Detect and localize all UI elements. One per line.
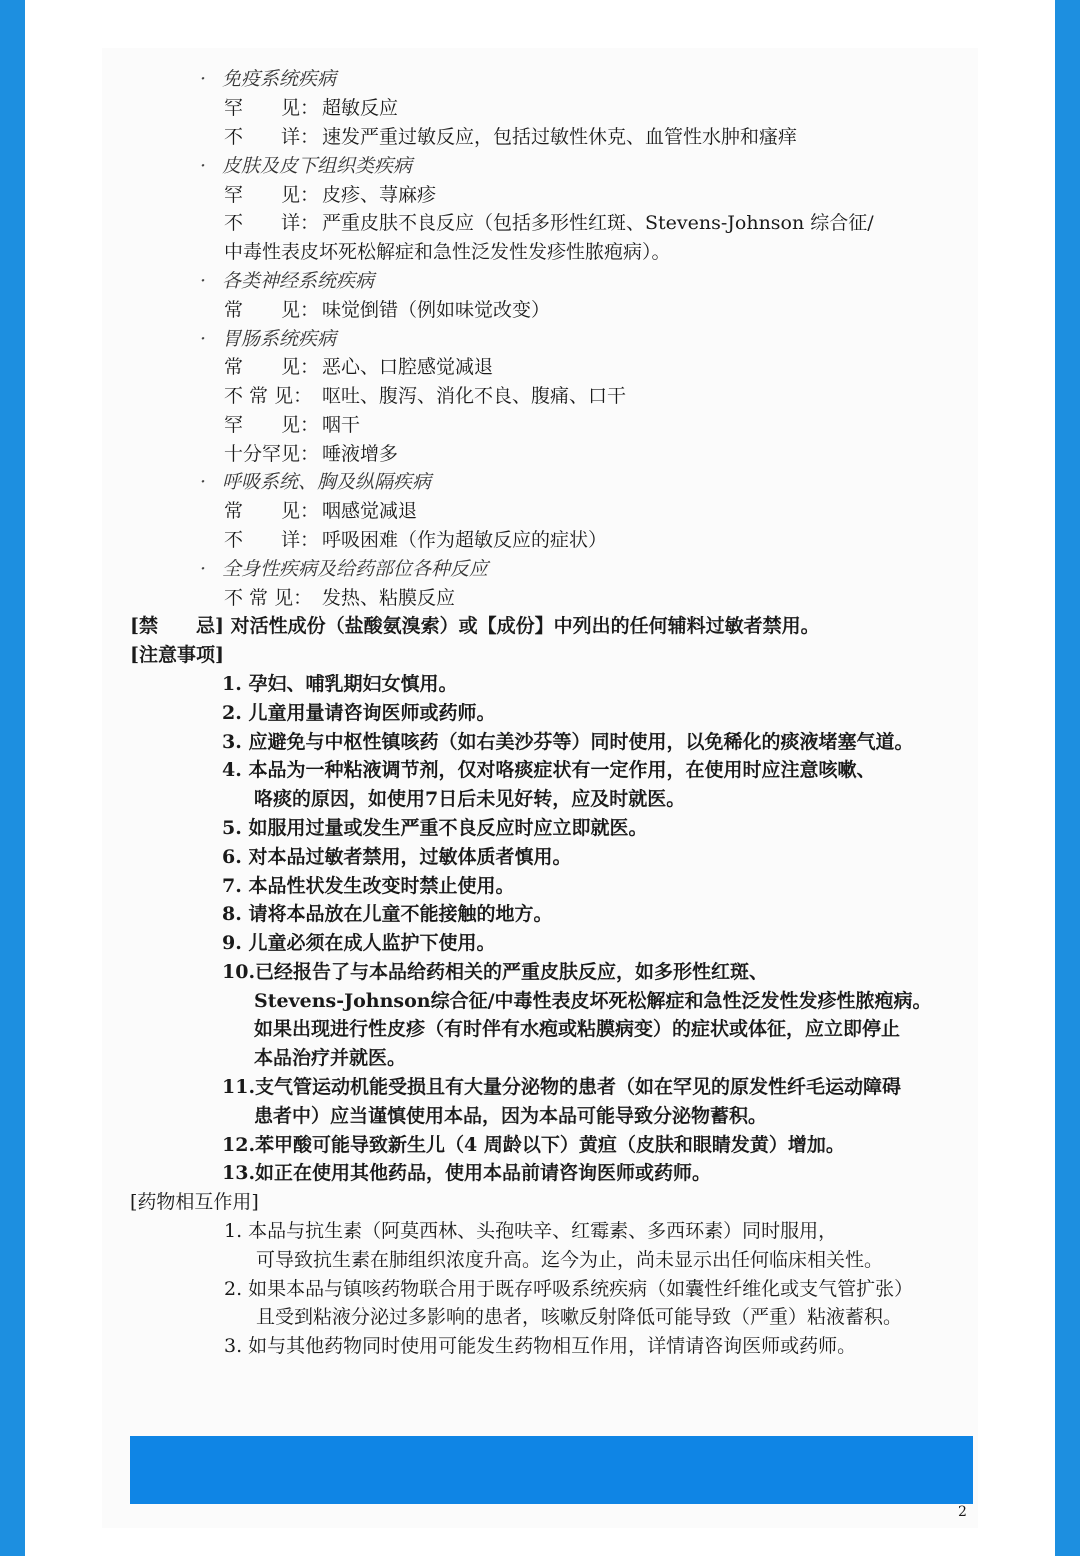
category-systemic: · 全身性疾病及给药部位各种反应 bbox=[200, 558, 489, 580]
reaction-row: 不 详： 严重皮肤不良反应（包括多形性红斑、Stevens-Johnson 综合征/ bbox=[224, 212, 874, 234]
precaution-item-continued: Stevens-Johnson综合征/中毒性表皮坏死松解症和急性泛发性发疹性脓疱病。 bbox=[254, 990, 932, 1012]
reaction-row: 罕 见： 皮疹、荨麻疹 bbox=[224, 184, 437, 206]
precaution-item: 6. 对本品过敏者禁用，过敏体质者慎用。 bbox=[222, 846, 572, 868]
precaution-item: 13.如正在使用其他药品，使用本品前请咨询医师或药师。 bbox=[222, 1162, 712, 1184]
interactions-title: [药物相互作用] bbox=[130, 1191, 259, 1213]
precaution-item: 10.已经报告了与本品给药相关的严重皮肤反应，如多形性红斑、 bbox=[222, 961, 769, 983]
reaction-row-continued: 中毒性表皮坏死松解症和急性泛发性发疹性脓疱病）。 bbox=[224, 241, 671, 263]
precaution-item: 3. 应避免与中枢性镇咳药（如右美沙芬等）同时使用，以免稀化的痰液堵塞气道。 bbox=[222, 731, 914, 753]
reaction-row: 不 详： 速发严重过敏反应，包括过敏性休克、血管性水肿和瘙痒 bbox=[224, 126, 798, 148]
reaction-row: 不 详： 呼吸困难（作为超敏反应的症状） bbox=[224, 529, 608, 551]
category-respiratory: · 呼吸系统、胸及纵隔疾病 bbox=[200, 471, 432, 493]
precaution-item: 7. 本品性状发生改变时禁止使用。 bbox=[222, 875, 515, 897]
precautions-title: [注意事项] bbox=[130, 644, 224, 666]
reaction-row: 罕 见： 咽干 bbox=[224, 414, 361, 436]
reaction-row: 不 常 见： 发热、粘膜反应 bbox=[224, 587, 456, 609]
category-immune: · 免疫系统疾病 bbox=[200, 68, 337, 90]
interaction-item-continued: 可导致抗生素在肺组织浓度升高。迄今为止，尚未显示出任何临床相关性。 bbox=[256, 1249, 884, 1271]
precaution-item-continued: 本品治疗并就医。 bbox=[254, 1047, 407, 1069]
category-skin: · 皮肤及皮下组织类疾病 bbox=[200, 155, 413, 177]
precaution-item: 2. 儿童用量请咨询医师或药师。 bbox=[222, 702, 496, 724]
precaution-item: 1. 孕妇、哺乳期妇女慎用。 bbox=[222, 673, 458, 695]
interaction-item: 2. 如果本品与镇咳药物联合用于既存呼吸系统疾病（如囊性纤维化或支气管扩张） bbox=[224, 1278, 914, 1300]
precaution-item: 11.支气管运动机能受损且有大量分泌物的患者（如在罕见的原发性纤毛运动障碍 bbox=[222, 1076, 902, 1098]
interaction-item: 1. 本品与抗生素（阿莫西林、头孢呋辛、红霉素、多西环素）同时服用， bbox=[224, 1220, 838, 1242]
precaution-item: 8. 请将本品放在儿童不能接触的地方。 bbox=[222, 903, 553, 925]
reaction-row: 罕 见： 超敏反应 bbox=[224, 97, 399, 119]
reaction-row: 不 常 见： 呕吐、腹泻、消化不良、腹痛、口干 bbox=[224, 385, 627, 407]
category-gi: · 胃肠系统疾病 bbox=[200, 328, 337, 350]
reaction-row: 常 见： 味觉倒错（例如味觉改变） bbox=[224, 299, 551, 321]
precaution-item: 9. 儿童必须在成人监护下使用。 bbox=[222, 932, 496, 954]
precaution-item-continued: 患者中）应当谨慎使用本品，因为本品可能导致分泌物蓄积。 bbox=[254, 1105, 768, 1127]
precaution-item: 12.苯甲酸可能导致新生儿（4 周龄以下）黄疸（皮肤和眼睛发黄）增加。 bbox=[222, 1134, 845, 1156]
contraindications: [禁 忌] 对活性成份（盐酸氨溴索）或【成份】中列出的任何辅料过敏者禁用。 bbox=[130, 615, 820, 637]
footer-band bbox=[130, 1436, 973, 1504]
precaution-item-continued: 如果出现进行性皮疹（有时伴有水疱或粘膜病变）的症状或体征，应立即停止 bbox=[254, 1018, 901, 1040]
precaution-item: 5. 如服用过量或发生严重不良反应时应立即就医。 bbox=[222, 817, 648, 839]
reaction-row: 常 见： 恶心、口腔感觉减退 bbox=[224, 356, 494, 378]
interaction-item-continued: 且受到粘液分泌过多影响的患者，咳嗽反射降低可能导致（严重）粘液蓄积。 bbox=[256, 1306, 903, 1328]
reaction-row: 常 见： 咽感觉减退 bbox=[224, 500, 418, 522]
page-number: 2 bbox=[958, 1504, 967, 1520]
interaction-item: 3. 如与其他药物同时使用可能发生药物相互作用，详情请咨询医师或药师。 bbox=[224, 1335, 857, 1357]
precaution-item-continued: 咯痰的原因，如使用7日后未见好转，应及时就医。 bbox=[254, 788, 686, 810]
category-nervous: · 各类神经系统疾病 bbox=[200, 270, 375, 292]
reaction-row: 十分罕见： 唾液增多 bbox=[224, 443, 399, 465]
precaution-item: 4. 本品为一种粘液调节剂，仅对咯痰症状有一定作用，在使用时应注意咳嗽、 bbox=[222, 759, 876, 781]
